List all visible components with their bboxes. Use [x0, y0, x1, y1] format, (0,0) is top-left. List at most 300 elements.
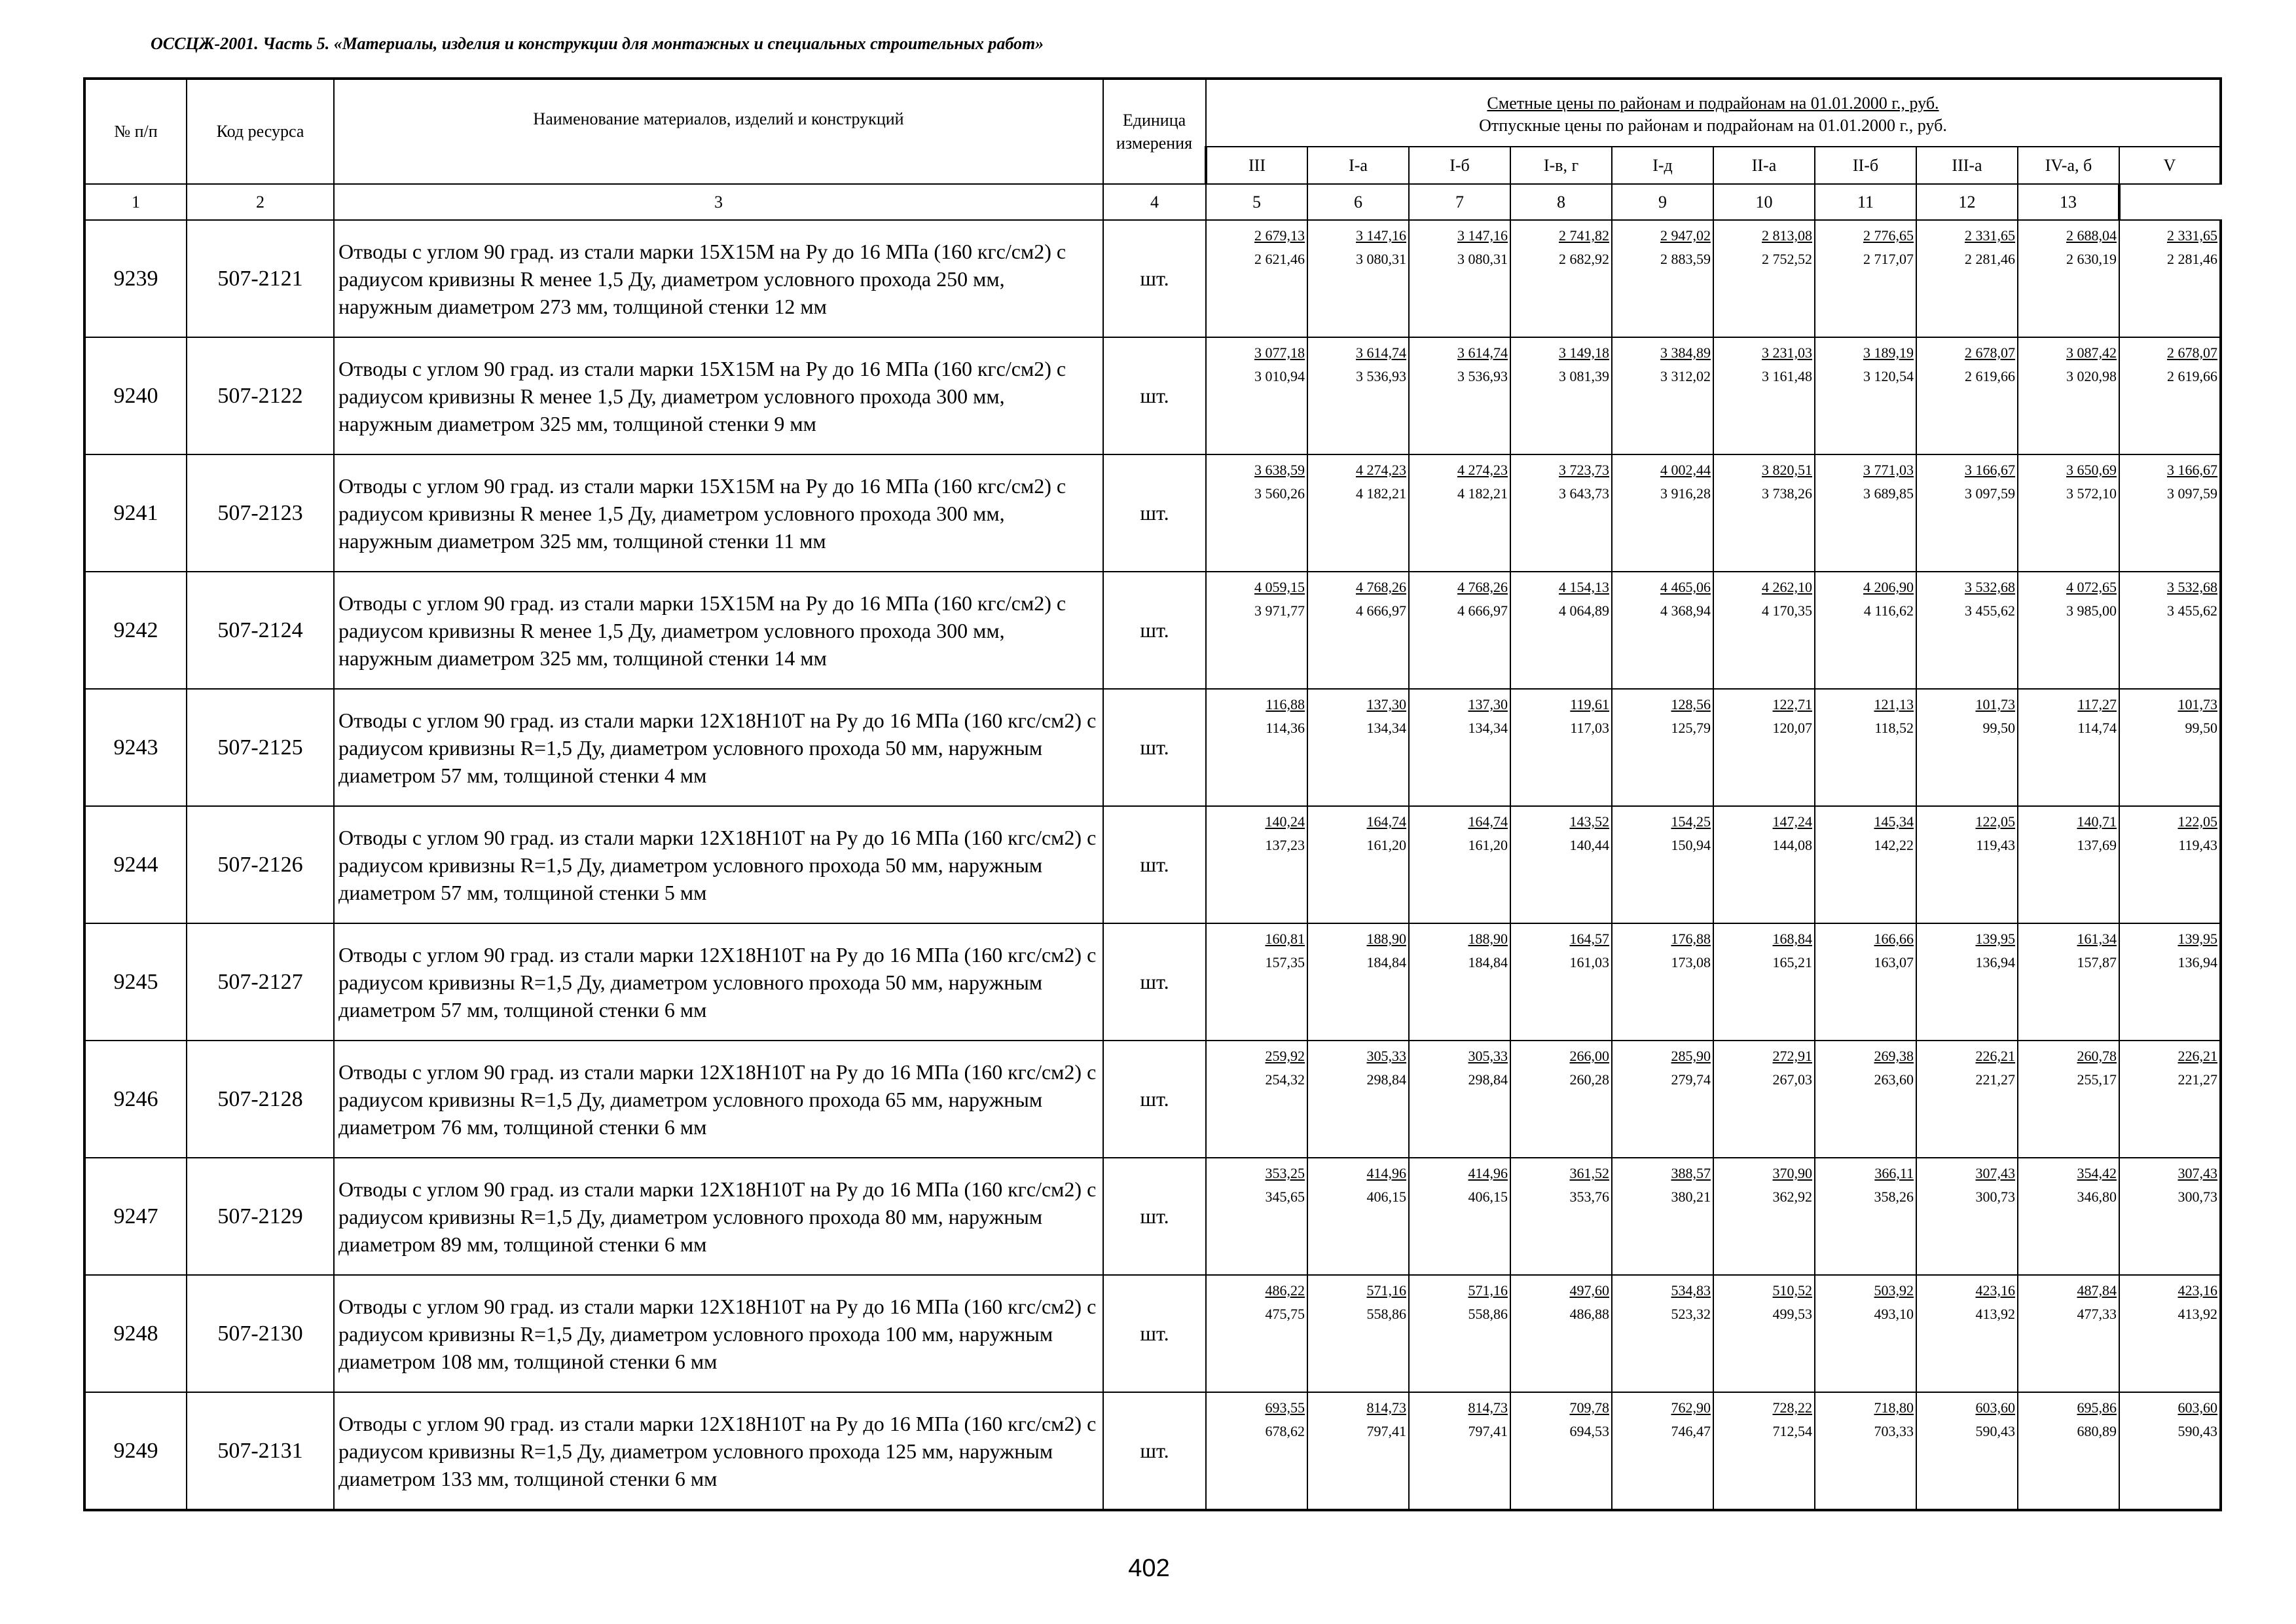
region-header: IV-а, б	[2018, 147, 2119, 184]
price-cell	[2119, 923, 2221, 1041]
resource-code: 507-2121	[187, 220, 334, 337]
release-price: 3 080,31	[1457, 251, 1508, 267]
price-cell	[1409, 923, 1510, 1041]
price-cell	[1510, 1041, 1612, 1158]
estimate-price: 122,05	[1975, 813, 2015, 830]
column-number: 4	[1103, 184, 1206, 220]
price-cell	[1510, 454, 1612, 572]
price-cell	[1206, 1392, 1307, 1510]
price-cell	[1612, 220, 1713, 337]
estimate-price: 305,33	[1468, 1048, 1508, 1064]
price-cell	[1307, 923, 1409, 1041]
estimate-price: 3 532,68	[1965, 579, 2015, 595]
release-price: 184,84	[1468, 954, 1508, 970]
release-price: 137,69	[2077, 837, 2117, 853]
release-price: 114,74	[2077, 720, 2117, 736]
price-cell	[1307, 806, 1409, 923]
estimate-price: 164,74	[1366, 813, 1406, 830]
release-price: 3 536,93	[1457, 368, 1508, 384]
estimate-price: 423,16	[2178, 1282, 2217, 1299]
header-prices-estimate: Сметные цены по районам и подрайонам на 01.01.2000 г., руб.	[1487, 93, 1939, 113]
price-cell	[1713, 572, 1815, 689]
estimate-price: 814,73	[1366, 1399, 1406, 1416]
release-price: 3 120,54	[1863, 368, 1914, 384]
estimate-price: 3 532,68	[2167, 579, 2217, 595]
material-name: Отводы с углом 90 град. из стали марки 12Х18Н10Т на Ру до 16 МПа (160 кгс/см2) с радиусом кривизны R=1,5 Ду, диаметром условного прохода 100 мм, наружным диаметром 108 мм, толщиной стенки 6 мм	[334, 1275, 1103, 1392]
release-price: 3 560,26	[1254, 485, 1305, 502]
price-cell	[1510, 1158, 1612, 1275]
estimate-price: 487,84	[2077, 1282, 2117, 1299]
release-price: 4 666,97	[1356, 602, 1406, 619]
estimate-price: 147,24	[1772, 813, 1812, 830]
estimate-price: 3 614,74	[1457, 344, 1508, 361]
material-name: Отводы с углом 90 град. из стали марки 12Х18Н10Т на Ру до 16 МПа (160 кгс/см2) с радиусом кривизны R=1,5 Ду, диаметром условного прохода 50 мм, наружным диаметром 57 мм, толщиной стенки 4 мм	[334, 689, 1103, 806]
release-price: 475,75	[1265, 1306, 1305, 1322]
estimate-price: 503,92	[1874, 1282, 1914, 1299]
price-cell	[1409, 1158, 1510, 1275]
release-price: 558,86	[1468, 1306, 1508, 1322]
column-number: 6	[1307, 184, 1409, 220]
release-price: 144,08	[1772, 837, 1812, 853]
price-cell	[2119, 1158, 2221, 1275]
release-price: 125,79	[1671, 720, 1711, 736]
estimate-price: 116,88	[1266, 696, 1305, 712]
release-price: 254,32	[1265, 1071, 1305, 1088]
estimate-price: 4 768,26	[1457, 579, 1508, 595]
estimate-price: 497,60	[1569, 1282, 1609, 1299]
estimate-price: 762,90	[1671, 1399, 1711, 1416]
unit-of-measure: шт.	[1103, 689, 1206, 806]
table-row	[84, 923, 2221, 1041]
column-number: 13	[2018, 184, 2119, 220]
estimate-price: 4 154,13	[1559, 579, 1609, 595]
release-price: 413,92	[2178, 1306, 2217, 1322]
price-cell	[1307, 1158, 1409, 1275]
release-price: 134,34	[1366, 720, 1406, 736]
price-cell	[1307, 454, 1409, 572]
release-price: 3 643,73	[1559, 485, 1609, 502]
estimate-price: 143,52	[1569, 813, 1609, 830]
estimate-price: 353,25	[1265, 1165, 1305, 1181]
release-price: 3 536,93	[1356, 368, 1406, 384]
estimate-price: 285,90	[1671, 1048, 1711, 1064]
release-price: 150,94	[1671, 837, 1711, 853]
estimate-price: 3 614,74	[1356, 344, 1406, 361]
estimate-price: 164,74	[1468, 813, 1508, 830]
estimate-price: 3 149,18	[1559, 344, 1609, 361]
price-cell	[1612, 454, 1713, 572]
price-cell	[1612, 572, 1713, 689]
release-price: 298,84	[1366, 1071, 1406, 1088]
price-cell	[2119, 337, 2221, 454]
price-cell	[1510, 1392, 1612, 1510]
estimate-price: 119,61	[1570, 696, 1609, 712]
price-cell	[1206, 337, 1307, 454]
estimate-price: 3 147,16	[1356, 227, 1406, 244]
estimate-price: 388,57	[1671, 1165, 1711, 1181]
table-row	[84, 1275, 2221, 1392]
price-cell	[1815, 689, 1916, 806]
release-price: 712,54	[1772, 1423, 1812, 1439]
price-cell	[1916, 689, 2018, 806]
region-header: III-а	[1916, 147, 2018, 184]
estimate-price: 188,90	[1468, 931, 1508, 947]
row-number: 9239	[84, 220, 187, 337]
estimate-price: 2 678,07	[1965, 344, 2015, 361]
estimate-price: 3 087,42	[2066, 344, 2117, 361]
release-price: 118,52	[1874, 720, 1914, 736]
page-number: 402	[1128, 1555, 1170, 1582]
price-cell	[1612, 337, 1713, 454]
price-cell	[1206, 806, 1307, 923]
estimate-price: 145,34	[1874, 813, 1914, 830]
release-price: 3 097,59	[1965, 485, 2015, 502]
row-number: 9240	[84, 337, 187, 454]
estimate-price: 603,60	[1975, 1399, 2015, 1416]
material-name: Отводы с углом 90 град. из стали марки 12Х18Н10Т на Ру до 16 МПа (160 кгс/см2) с радиусом кривизны R=1,5 Ду, диаметром условного прохода 50 мм, наружным диаметром 57 мм, толщиной стенки 6 мм	[334, 923, 1103, 1041]
release-price: 345,65	[1265, 1189, 1305, 1205]
price-cell	[1612, 923, 1713, 1041]
release-price: 2 682,92	[1559, 251, 1609, 267]
estimate-price: 718,80	[1874, 1399, 1914, 1416]
release-price: 493,10	[1874, 1306, 1914, 1322]
release-price: 590,43	[2178, 1423, 2217, 1439]
resource-code: 507-2122	[187, 337, 334, 454]
release-price: 157,87	[2077, 954, 2117, 970]
region-header: I-в, г	[1510, 147, 1612, 184]
estimate-price: 176,88	[1671, 931, 1711, 947]
release-price: 2 752,52	[1762, 251, 1812, 267]
release-price: 161,20	[1366, 837, 1406, 853]
release-price: 2 619,66	[1965, 368, 2015, 384]
price-cell	[1916, 1392, 2018, 1510]
estimate-price: 709,78	[1569, 1399, 1609, 1416]
estimate-price: 117,27	[2077, 696, 2117, 712]
estimate-price: 3 166,67	[1965, 462, 2015, 478]
price-cell	[1409, 806, 1510, 923]
unit-of-measure: шт.	[1103, 220, 1206, 337]
estimate-price: 101,73	[1975, 696, 2015, 712]
row-number: 9241	[84, 454, 187, 572]
row-number: 9243	[84, 689, 187, 806]
release-price: 114,36	[1266, 720, 1305, 736]
price-cell	[1612, 1392, 1713, 1510]
estimate-price: 226,21	[2178, 1048, 2217, 1064]
row-number: 9249	[84, 1392, 187, 1510]
estimate-price: 2 776,65	[1863, 227, 1914, 244]
release-price: 263,60	[1874, 1071, 1914, 1088]
column-number: 2	[187, 184, 334, 220]
price-cell	[1815, 454, 1916, 572]
price-cell	[1409, 454, 1510, 572]
price-cell	[1713, 1041, 1815, 1158]
estimate-price: 370,90	[1772, 1165, 1812, 1181]
estimate-price: 414,96	[1366, 1165, 1406, 1181]
column-number: 9	[1612, 184, 1713, 220]
estimate-price: 3 820,51	[1762, 462, 1812, 478]
price-cell	[2018, 337, 2119, 454]
price-cell	[1307, 337, 1409, 454]
price-cell	[1206, 1158, 1307, 1275]
price-cell	[1916, 1275, 2018, 1392]
header-name: Наименование материалов, изделий и конструкций	[334, 79, 1103, 184]
estimate-price: 695,86	[2077, 1399, 2117, 1416]
unit-of-measure: шт.	[1103, 1041, 1206, 1158]
release-price: 3 081,39	[1559, 368, 1609, 384]
estimate-price: 486,22	[1265, 1282, 1305, 1299]
price-cell	[1307, 1275, 1409, 1392]
price-cell	[1612, 1275, 1713, 1392]
release-price: 4 666,97	[1457, 602, 1508, 619]
price-cell	[2119, 220, 2221, 337]
price-cell	[1409, 337, 1510, 454]
row-number: 9244	[84, 806, 187, 923]
release-price: 558,86	[1366, 1306, 1406, 1322]
price-cell	[1307, 689, 1409, 806]
estimate-price: 3 771,03	[1863, 462, 1914, 478]
price-cell	[1206, 220, 1307, 337]
release-price: 267,03	[1772, 1071, 1812, 1088]
column-number: 5	[1206, 184, 1307, 220]
material-name: Отводы с углом 90 град. из стали марки 12Х18Н10Т на Ру до 16 МПа (160 кгс/см2) с радиусом кривизны R=1,5 Ду, диаметром условного прохода 65 мм, наружным диаметром 76 мм, толщиной стенки 6 мм	[334, 1041, 1103, 1158]
price-cell	[1612, 1158, 1713, 1275]
unit-of-measure: шт.	[1103, 572, 1206, 689]
price-cell	[1713, 1275, 1815, 1392]
estimate-price: 3 231,03	[1762, 344, 1812, 361]
price-cell	[1510, 1275, 1612, 1392]
unit-of-measure: шт.	[1103, 1392, 1206, 1510]
estimate-price: 3 147,16	[1457, 227, 1508, 244]
price-cell	[1206, 454, 1307, 572]
estimate-price: 137,30	[1468, 696, 1508, 712]
release-price: 300,73	[2178, 1189, 2217, 1205]
estimate-price: 164,57	[1569, 931, 1609, 947]
price-cell	[1206, 923, 1307, 1041]
estimate-price: 3 650,69	[2066, 462, 2117, 478]
header-code: Код ресурса	[187, 79, 334, 184]
unit-of-measure: шт.	[1103, 1275, 1206, 1392]
release-price: 184,84	[1366, 954, 1406, 970]
price-cell	[1815, 220, 1916, 337]
estimate-price: 4 002,44	[1660, 462, 1711, 478]
estimate-price: 226,21	[1975, 1048, 2015, 1064]
estimate-price: 4 072,65	[2066, 579, 2117, 595]
release-price: 2 619,66	[2167, 368, 2217, 384]
price-cell	[2119, 454, 2221, 572]
estimate-price: 160,81	[1265, 931, 1305, 947]
resource-code: 507-2127	[187, 923, 334, 1041]
price-cell	[1916, 1041, 2018, 1158]
estimate-price: 101,73	[2178, 696, 2217, 712]
price-cell	[1916, 1158, 2018, 1275]
price-cell	[1612, 689, 1713, 806]
price-cell	[1815, 923, 1916, 1041]
region-header: I-д	[1612, 147, 1713, 184]
release-price: 3 738,26	[1762, 485, 1812, 502]
price-cell	[1713, 806, 1815, 923]
unit-of-measure: шт.	[1103, 1158, 1206, 1275]
estimate-price: 3 166,67	[2167, 462, 2217, 478]
estimate-price: 3 384,89	[1660, 344, 1711, 361]
estimate-price: 3 723,73	[1559, 462, 1609, 478]
estimate-price: 305,33	[1366, 1048, 1406, 1064]
material-name: Отводы с углом 90 град. из стали марки 15Х15М на Ру до 16 МПа (160 кгс/см2) с радиусом кривизны R менее 1,5 Ду, диаметром условного прохода 300 мм, наружным диаметром 325 мм, толщиной стенки 11 мм	[334, 454, 1103, 572]
price-cell	[2119, 1041, 2221, 1158]
release-price: 362,92	[1772, 1189, 1812, 1205]
price-cell	[1510, 572, 1612, 689]
row-number: 9248	[84, 1275, 187, 1392]
price-cell	[1916, 572, 2018, 689]
estimate-price: 2 741,82	[1559, 227, 1609, 244]
price-cell	[1307, 220, 1409, 337]
price-cell	[1510, 806, 1612, 923]
price-cell	[1409, 689, 1510, 806]
price-cell	[1307, 1041, 1409, 1158]
release-price: 136,94	[1975, 954, 2015, 970]
release-price: 221,27	[1975, 1071, 2015, 1088]
price-cell	[1815, 1041, 1916, 1158]
price-cell	[1409, 220, 1510, 337]
release-price: 2 717,07	[1863, 251, 1914, 267]
estimate-price: 161,34	[2077, 931, 2117, 947]
release-price: 4 182,21	[1356, 485, 1406, 502]
price-cell	[1510, 220, 1612, 337]
estimate-price: 366,11	[1874, 1165, 1914, 1181]
price-cell	[1713, 454, 1815, 572]
release-price: 499,53	[1772, 1306, 1812, 1322]
region-header: II-а	[1713, 147, 1815, 184]
unit-of-measure: шт.	[1103, 454, 1206, 572]
price-cell	[1409, 1041, 1510, 1158]
material-name: Отводы с углом 90 град. из стали марки 12Х18Н10Т на Ру до 16 МПа (160 кгс/см2) с радиусом кривизны R=1,5 Ду, диаметром условного прохода 125 мм, наружным диаметром 133 мм, толщиной стенки 6 мм	[334, 1392, 1103, 1510]
row-number: 9242	[84, 572, 187, 689]
price-cell	[2119, 1275, 2221, 1392]
estimate-price: 2 331,65	[2167, 227, 2217, 244]
column-number: 10	[1713, 184, 1815, 220]
estimate-price: 260,78	[2077, 1048, 2117, 1064]
release-price: 3 916,28	[1660, 485, 1711, 502]
estimate-price: 166,66	[1874, 931, 1914, 947]
estimate-price: 4 768,26	[1356, 579, 1406, 595]
release-price: 163,07	[1874, 954, 1914, 970]
column-number-row	[84, 184, 2221, 220]
header-no: № п/п	[84, 79, 187, 184]
release-price: 161,20	[1468, 837, 1508, 853]
release-price: 120,07	[1772, 720, 1812, 736]
estimate-price: 571,16	[1468, 1282, 1508, 1299]
estimate-price: 128,56	[1671, 696, 1711, 712]
price-cell	[2119, 806, 2221, 923]
release-price: 3 572,10	[2066, 485, 2117, 502]
material-name: Отводы с углом 90 град. из стали марки 15Х15М на Ру до 16 МПа (160 кгс/см2) с радиусом кривизны R менее 1,5 Ду, диаметром условного прохода 250 мм, наружным диаметром 273 мм, толщиной стенки 12 мм	[334, 220, 1103, 337]
estimate-price: 2 679,13	[1254, 227, 1305, 244]
release-price: 134,34	[1468, 720, 1508, 736]
unit-of-measure: шт.	[1103, 806, 1206, 923]
price-cell	[1409, 1392, 1510, 1510]
price-cell	[1510, 923, 1612, 1041]
price-cell	[1612, 806, 1713, 923]
price-cell	[1307, 1392, 1409, 1510]
release-price: 3 161,48	[1762, 368, 1812, 384]
unit-of-measure: шт.	[1103, 923, 1206, 1041]
table-row	[84, 220, 2221, 337]
table-row	[84, 806, 2221, 923]
estimate-price: 137,30	[1366, 696, 1406, 712]
release-price: 797,41	[1366, 1423, 1406, 1439]
price-cell	[1916, 923, 2018, 1041]
header-prices	[1206, 79, 2221, 147]
release-price: 2 883,59	[1660, 251, 1711, 267]
region-header: II-б	[1815, 147, 1916, 184]
release-price: 2 630,19	[2066, 251, 2117, 267]
price-cell	[1916, 220, 2018, 337]
price-cell	[1713, 220, 1815, 337]
price-cell	[1206, 572, 1307, 689]
estimate-price: 272,91	[1772, 1048, 1812, 1064]
region-header: V	[2119, 147, 2221, 184]
release-price: 300,73	[1975, 1189, 2015, 1205]
price-cell	[1815, 1392, 1916, 1510]
estimate-price: 814,73	[1468, 1399, 1508, 1416]
price-cell	[1713, 1392, 1815, 1510]
release-price: 797,41	[1468, 1423, 1508, 1439]
price-cell	[1409, 1275, 1510, 1392]
release-price: 358,26	[1874, 1189, 1914, 1205]
column-number: 1	[84, 184, 187, 220]
resource-code: 507-2128	[187, 1041, 334, 1158]
estimate-price: 534,83	[1671, 1282, 1711, 1299]
release-price: 298,84	[1468, 1071, 1508, 1088]
estimate-price: 2 688,04	[2066, 227, 2117, 244]
header-unit: Единица измерения	[1103, 79, 1206, 184]
release-price: 3 689,85	[1863, 485, 1914, 502]
release-price: 3 455,62	[1965, 602, 2015, 619]
release-price: 380,21	[1671, 1189, 1711, 1205]
price-cell	[1713, 337, 1815, 454]
price-table	[83, 77, 2222, 1511]
price-cell	[1206, 689, 1307, 806]
estimate-price: 122,05	[2178, 813, 2217, 830]
estimate-price: 354,42	[2077, 1165, 2117, 1181]
price-cell	[2119, 572, 2221, 689]
estimate-price: 168,84	[1772, 931, 1812, 947]
release-price: 406,15	[1366, 1189, 1406, 1205]
estimate-price: 154,25	[1671, 813, 1711, 830]
estimate-price: 3 638,59	[1254, 462, 1305, 478]
resource-code: 507-2129	[187, 1158, 334, 1275]
estimate-price: 423,16	[1975, 1282, 2015, 1299]
estimate-price: 4 059,15	[1254, 579, 1305, 595]
price-cell	[1916, 337, 2018, 454]
price-cell	[1409, 572, 1510, 689]
release-price: 119,43	[1976, 837, 2015, 853]
release-price: 3 455,62	[2167, 602, 2217, 619]
estimate-price: 140,24	[1265, 813, 1305, 830]
estimate-price: 122,71	[1772, 696, 1812, 712]
release-price: 3 080,31	[1356, 251, 1406, 267]
estimate-price: 693,55	[1265, 1399, 1305, 1416]
release-price: 140,44	[1569, 837, 1609, 853]
release-price: 680,89	[2077, 1423, 2117, 1439]
release-price: 346,80	[2077, 1189, 2117, 1205]
column-number: 7	[1409, 184, 1510, 220]
price-cell	[1206, 1041, 1307, 1158]
price-cell	[2018, 1392, 2119, 1510]
estimate-price: 414,96	[1468, 1165, 1508, 1181]
table-row	[84, 454, 2221, 572]
price-cell	[2018, 689, 2119, 806]
estimate-price: 3 077,18	[1254, 344, 1305, 361]
